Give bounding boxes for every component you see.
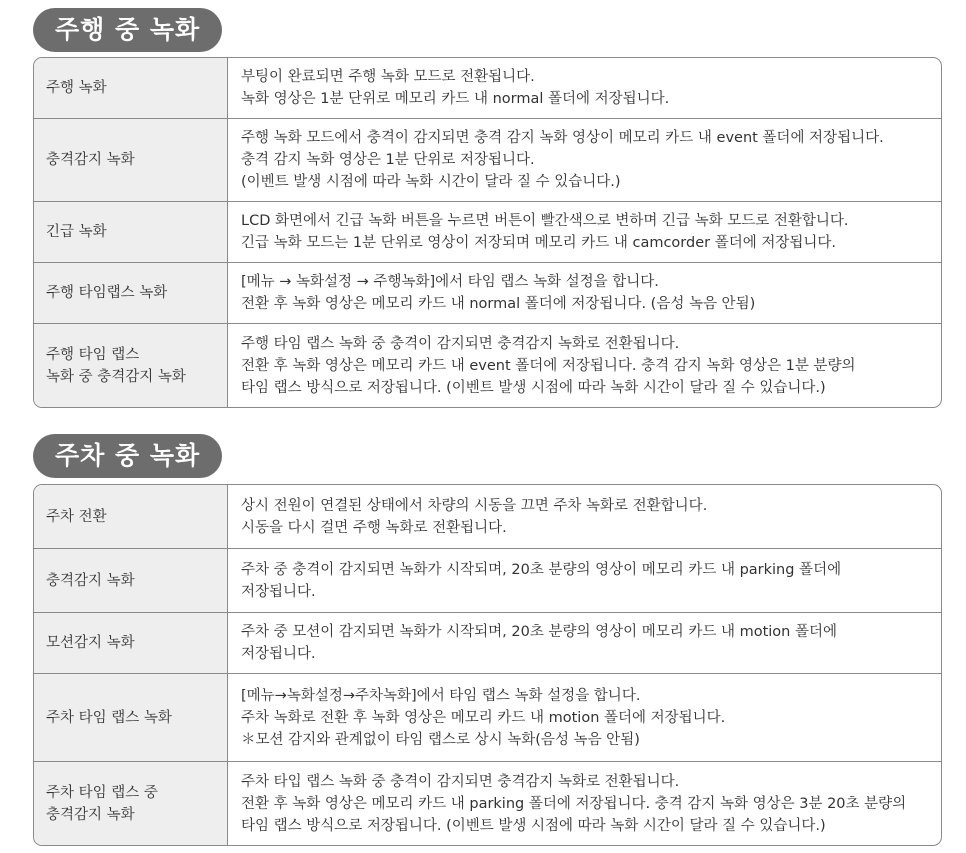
row-description bbox=[228, 762, 941, 845]
row-label bbox=[34, 485, 228, 548]
row-description-line: 녹화 영상은 1분 단위로 메모리 카드 내 normal 폴더에 저장됩니다. bbox=[241, 91, 670, 107]
row-description-line: 시동을 다시 걸면 주행 녹화로 전환됩니다. bbox=[241, 519, 507, 536]
row-description bbox=[228, 549, 941, 612]
parking-recording-section bbox=[33, 434, 940, 478]
row-label-line: 주차 전환 bbox=[46, 508, 107, 525]
row-description-line: (이벤트 발생 시점에 따라 녹화 시간이 달라 질 수 있습니다.) bbox=[241, 174, 621, 190]
row-description-line: 전환 후 녹화 영상은 메모리 카드 내 parking 폴더에 저장됩니다. 충격 감지 녹화 영상은 3분 20초 분량의 bbox=[241, 795, 907, 812]
row-description-line: [메뉴→녹화설정→주차녹화]에서 타임 랩스 녹화 설정을 합니다. bbox=[241, 687, 641, 704]
row-description bbox=[228, 263, 941, 323]
row-description bbox=[228, 485, 941, 548]
row-description-line: 부팅이 완료되면 주행 녹화 모드로 전환됩니다. bbox=[241, 69, 535, 85]
driving-table-row bbox=[34, 262, 941, 323]
driving-table-row bbox=[34, 323, 941, 407]
parking-recording-table bbox=[33, 484, 942, 846]
row-description-line: 충격 감지 녹화 영상은 1분 단위로 저장됩니다. bbox=[241, 152, 535, 168]
row-label-line: 주행 타임랩스 녹화 bbox=[46, 285, 168, 301]
driving-recording-section bbox=[33, 8, 940, 52]
row-description bbox=[228, 613, 941, 673]
parking-table-row bbox=[34, 673, 941, 761]
row-label-line: 주행 녹화 bbox=[46, 80, 107, 96]
row-description-line: 주차 녹화로 전환 후 녹화 영상은 메모리 카드 내 motion 폴더에 저장됩니다. bbox=[241, 709, 726, 726]
row-description bbox=[228, 674, 941, 761]
row-description-line: 주행 녹화 모드에서 충격이 감지되면 충격 감지 녹화 영상이 메모리 카드 내 event 폴더에 저장됩니다. bbox=[241, 130, 884, 146]
row-description bbox=[228, 324, 941, 407]
row-description-line: 전환 후 녹화 영상은 메모리 카드 내 normal 폴더에 저장됩니다. (음성 녹음 안됨) bbox=[241, 296, 756, 312]
row-label-line: 충격감지 녹화 bbox=[46, 572, 135, 589]
row-description bbox=[228, 58, 941, 118]
row-description-line: 주차 타입 랩스 녹화 중 충격이 감지되면 충격감지 녹화로 전환됩니다. bbox=[241, 773, 680, 790]
row-label bbox=[34, 263, 228, 323]
row-description-line: 주차 중 충격이 감지되면 녹화가 시작되며, 20초 분량의 영상이 메모리 카드 내 parking 폴더에 bbox=[241, 561, 842, 578]
row-description bbox=[228, 119, 941, 201]
section-title-driving: 주행 중 녹화 bbox=[33, 8, 222, 52]
row-description-line: 전환 후 녹화 영상은 메모리 카드 내 event 폴더에 저장됩니다. 충격 감지 녹화 영상은 1분 분량의 bbox=[241, 357, 856, 374]
row-description-line: 타임 랩스 방식으로 저장됩니다. (이벤트 발생 시점에 따라 녹화 시간이 달라 질 수 있습니다.) bbox=[241, 379, 826, 396]
section-title-parking: 주차 중 녹화 bbox=[33, 434, 222, 478]
row-label bbox=[34, 202, 228, 262]
row-description-line: 주차 중 모션이 감지되면 녹화가 시작되며, 20초 분량의 영상이 메모리 카드 내 motion 폴더에 bbox=[241, 624, 837, 640]
row-description-line: [메뉴 → 녹화설정 → 주행녹화]에서 타임 랩스 녹화 설정을 합니다. bbox=[241, 274, 659, 290]
row-label-line: 충격감지 녹화 bbox=[46, 152, 135, 168]
row-label-line: 주차 타임 랩스 중 bbox=[46, 784, 158, 801]
row-label-line: 모션감지 녹화 bbox=[46, 635, 135, 651]
row-label bbox=[34, 119, 228, 201]
row-label-line: 주행 타임 랩스 bbox=[46, 346, 140, 363]
driving-table-row bbox=[34, 58, 941, 118]
driving-table-row bbox=[34, 118, 941, 201]
row-description-line: 저장됩니다. bbox=[241, 646, 316, 662]
driving-recording-table bbox=[33, 57, 942, 408]
row-label bbox=[34, 549, 228, 612]
row-label-line: 긴급 녹화 bbox=[46, 224, 107, 240]
row-label bbox=[34, 324, 228, 407]
row-label-line: 충격감지 녹화 bbox=[46, 806, 135, 823]
row-label-line: 주차 타임 랩스 녹화 bbox=[46, 709, 172, 726]
row-label-line: 녹화 중 충격감지 녹화 bbox=[46, 368, 186, 385]
row-description-line: ＊모션 감지와 관계없이 타임 랩스로 상시 녹화(음성 녹음 안됨) bbox=[241, 731, 640, 748]
row-description-line: 긴급 녹화 모드는 1분 단위로 영상이 저장되며 메모리 카드 내 camcorder 폴더에 저장됩니다. bbox=[241, 235, 836, 251]
row-description-line: 상시 전원이 연결된 상태에서 차량의 시동을 끄면 주차 녹화로 전환합니다. bbox=[241, 497, 708, 514]
row-description bbox=[228, 202, 941, 262]
row-label bbox=[34, 674, 228, 761]
row-description-line: 저장됩니다. bbox=[241, 583, 316, 600]
row-description-line: 타임 랩스 방식으로 저장됩니다. (이벤트 발생 시점에 따라 녹화 시간이 달라 질 수 있습니다.) bbox=[241, 817, 826, 834]
row-description-line: LCD 화면에서 긴급 녹화 버튼을 누르면 버튼이 빨간색으로 변하며 긴급 녹화 모드로 전환합니다. bbox=[241, 213, 849, 229]
row-description-line: 주행 타임 랩스 녹화 중 충격이 감지되면 충격감지 녹화로 전환됩니다. bbox=[241, 335, 680, 352]
driving-table-row bbox=[34, 201, 941, 262]
parking-table-row bbox=[34, 612, 941, 673]
row-label bbox=[34, 58, 228, 118]
row-label bbox=[34, 613, 228, 673]
parking-table-row bbox=[34, 548, 941, 612]
parking-table-row bbox=[34, 761, 941, 845]
parking-table-row bbox=[34, 485, 941, 548]
row-label bbox=[34, 762, 228, 845]
